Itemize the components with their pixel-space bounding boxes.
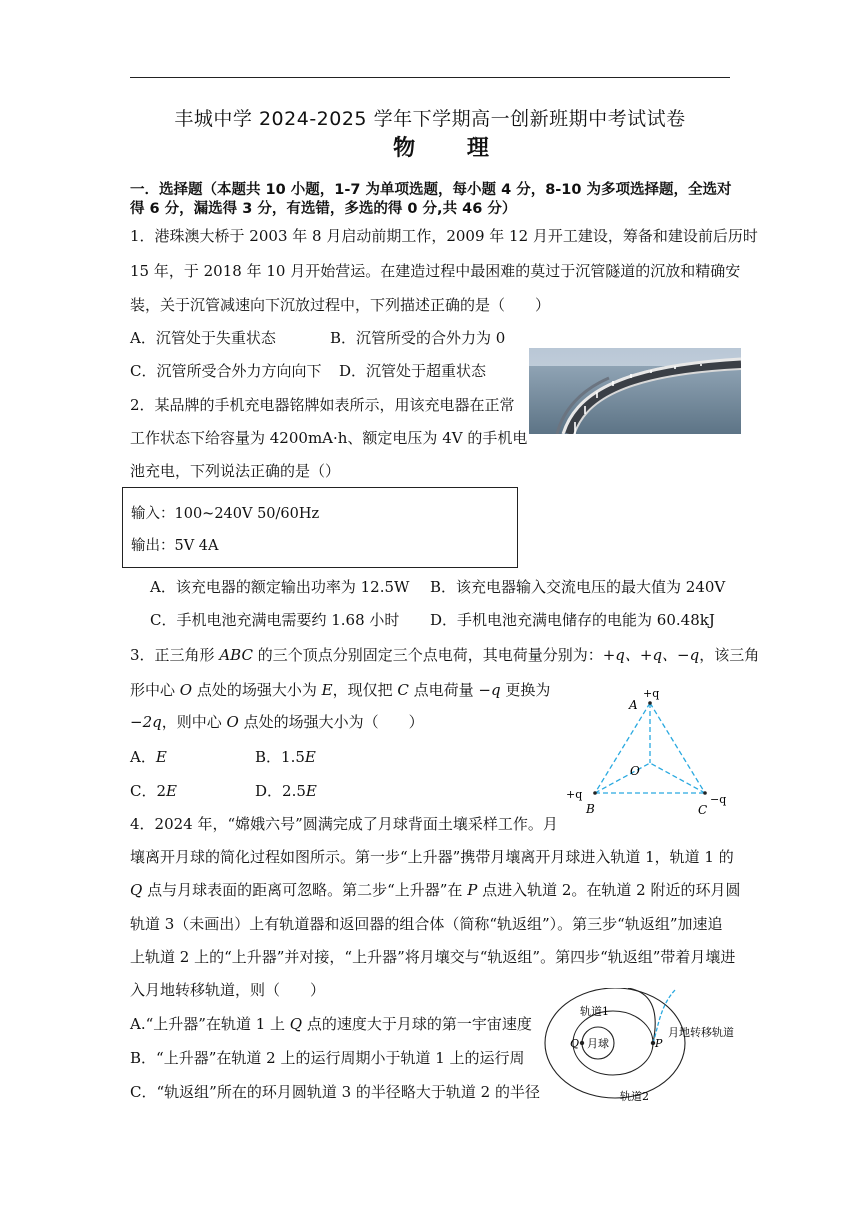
charge-label-b: +q (566, 788, 583, 801)
point-q (580, 1041, 584, 1045)
q3-stem-line2: 形中心 O 点处的场强大小为 E，现仅把 C 点电荷量 −q 更换为 (130, 681, 551, 699)
vertex-label-a: A (629, 698, 638, 712)
q1-stem-line2: 15 年，于 2018 年 10 月开始营运。在建造过程中最困难的莫过于沉管隧道的沉放和精确安 (130, 262, 741, 280)
q4-option-c: C．“轨返组”所在的环月圆轨道 3 的半径略大于轨道 2 的半径 (130, 1083, 540, 1101)
q2-option-a: A．该充电器的额定输出功率为 12.5W (150, 578, 410, 596)
q2-stem-line1: 2．某品牌的手机充电器铭牌如表所示，用该充电器在正常 (130, 396, 515, 414)
triangle-side-ab (595, 703, 650, 793)
charger-nameplate-table (122, 487, 518, 568)
q3-stem-line1: 3．正三角形 ABC 的三个顶点分别固定三个点电荷，其电荷量分别为：+q、+q、−q，该三角 (130, 646, 760, 664)
q2-option-c: C．手机电池充满电需要约 1.68 小时 (150, 611, 400, 629)
section-heading-line2: 得 6 分，漏选得 3 分，有选错，多选的得 0 分,共 46 分） (130, 201, 517, 217)
triangle-charge-diagram (560, 683, 735, 821)
subject-title: 物 理 (393, 136, 511, 161)
q2-stem-line3: 池充电，下列说法正确的是（） (130, 462, 341, 480)
transfer-orbit-label: 月地转移轨道 (668, 1026, 734, 1039)
q1-option-d: D．沉管处于超重状态 (339, 362, 487, 380)
vertex-label-b: B (586, 802, 595, 816)
section-heading-line1: 一．选择题（本题共 10 小题，1-7 为单项选题，每小题 4 分，8-10 为多项选择题，全选对 (130, 182, 732, 198)
q1-option-c: C．沉管所受合外力方向向下 (130, 362, 322, 380)
line-bo (595, 763, 650, 793)
q4-stem-line5: 上轨道 2 上的“上升器”并对接，“上升器”将月壤交与“轨返组”。第四步“轨返组”带着月壤进 (130, 948, 736, 966)
line-co (650, 763, 705, 793)
q3-option-a: A．E (130, 748, 167, 766)
p-label: P (655, 1037, 663, 1050)
charge-label-c: −q (710, 793, 727, 806)
q2-stem-line2: 工作状态下给容量为 4200mA·h、额定电压为 4V 的手机电 (130, 429, 528, 447)
header-rule (130, 77, 730, 78)
q3-stem-line3: −2q，则中心 O 点处的场强大小为（ ） (130, 713, 424, 731)
triangle-side-ac (650, 703, 705, 793)
vertex-label-c: C (698, 803, 708, 817)
q4-option-b: B．“上升器”在轨道 2 上的运行周期小于轨道 1 上的运行周 (130, 1049, 525, 1067)
q-label: Q (570, 1037, 580, 1050)
q4-stem-line6: 入月地转移轨道，则（ ） (130, 981, 326, 999)
q2-option-d: D．手机电池充满电储存的电能为 60.48kJ (430, 611, 715, 629)
exam-title: 丰城中学 2024-2025 学年下学期高一创新班期中考试试卷 (174, 108, 686, 130)
center-label-o: O (630, 764, 640, 778)
q3-option-b: B．1.5E (255, 748, 316, 766)
q1-stem-line1: 1．港珠澳大桥于 2003 年 8 月启动前期工作，2009 年 12 月开工建设，筹备和建设前后历时 (130, 227, 758, 245)
orbit-2-label: 轨道2 (620, 1090, 649, 1103)
moon-label: 月球 (587, 1037, 609, 1050)
orbit-1-label: 轨道1 (580, 1005, 609, 1018)
q4-stem-line1: 4．2024 年，“嫦娥六号”圆满完成了月球背面土壤采样工作。月 (130, 815, 558, 833)
q2-option-b: B．该充电器输入交流电压的最大值为 240V (430, 578, 726, 596)
charge-label-a: +q (643, 687, 660, 700)
q1-option-b: B．沉管所受的合外力为 0 (330, 329, 506, 347)
orbit-2 (545, 988, 685, 1098)
lunar-orbit-diagram (540, 988, 745, 1108)
q4-stem-line3: Q 点与月球表面的距离可忽略。第二步“上升器”在 P 点进入轨道 2。在轨道 2 附近的环月圆 (130, 881, 741, 899)
q1-stem-line3: 装，关于沉管减速向下沉放过程中，下列描述正确的是（ ） (130, 296, 551, 314)
q1-option-a: A．沉管处于失重状态 (130, 329, 276, 347)
q3-option-c: C．2E (130, 782, 177, 800)
q4-stem-line2: 壤离开月球的简化过程如图所示。第一步“上升器”携带月壤离开月球进入轨道 1，轨道 1 的 (130, 848, 734, 866)
q4-stem-line4: 轨道 3（未画出）上有轨道器和返回器的组合体（简称“轨返组”）。第三步“轨返组”加速追 (130, 915, 723, 933)
nameplate-input: 输入：100~240V 50/60Hz (131, 506, 320, 522)
nameplate-output: 输出：5V 4A (131, 538, 219, 554)
q3-option-d: D．2.5E (255, 782, 317, 800)
bridge-photo (529, 348, 741, 434)
q4-option-a: A.“上升器”在轨道 1 上 Q 点的速度大于月球的第一宇宙速度 (130, 1015, 532, 1033)
